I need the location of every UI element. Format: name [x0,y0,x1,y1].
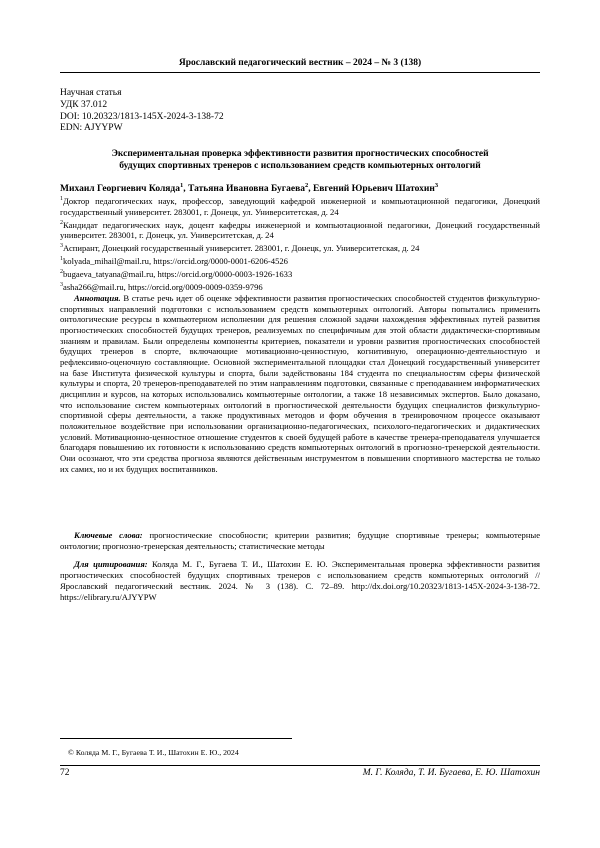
affil-mark: 2 [60,268,63,275]
contact-item [60,254,540,267]
abstract [60,293,540,474]
article-meta [60,88,224,135]
abstract-label: Аннотация. [74,293,121,303]
author-name: Татьяна Ивановна Бугаева [187,184,305,195]
author-name: Михаил Георгиевич Коляда [60,184,180,195]
author-affil-mark: 2 [304,182,309,189]
author-list [60,180,438,195]
contact-item [60,280,540,293]
affiliation-text: Кандидат педагогических наук, доцент кафедры инженерной и компьютационной педагогики, Донецкий государственный университет. 283001, г. Донецк, ул. Университетская, д. 24 [60,219,540,241]
affil-mark: 3 [60,243,63,250]
abstract-text: В статье речь идет об оценке эффективности развития прогностических способностей студентов физкультурно-спортивных направлений подготовки с использованием средств компьютерных онтологий. Авторы попытались применить онтологические ресурсы в компьютерном исполнении для решения сложной задачи нахождения эффективных путей развития прогностических способностей будущих тренеров, реализуемых по специфичным для этой области дидактически-спортивным знаниям и правилам. Были определены компоненты критериев, показатели и уровни развития прогностических способностей будущих тренеров в спорте, включающие мотивационно-ценностную, когнитивную, операционно-деятельностную и рефлексивно-оценочную составляющие. Основной экспериментальной площадки стал Донецкий государственный университет на базе Института физической культуры и спорта, были задействованы 184 студента по специальностям сферы физической культуры и спорта, 20 тренеров-преподавателей по этим направлениям подготовки, связанные с преподаванием информатических дисциплин и курсов, на которых использовались компьютерные онтологии, а также 18 независимых экспертов. Было доказано, что использование систем компьютерных онтологий в прогностической деятельности будущих специалистов физкультурно-спортивной сферы деятельности, а также продуктивных методов и форм обучения в тренировочном процессе оказывают положительное воздействие при использовании организационно-педагогических, психолого-педагогических и дидактических условий. Мотивационно-ценностное отношение студентов к своей будущей работе в качестве тренера-преподавателя улучшается благодаря повышению их готовности к использованию средств компьютерных онтологий в прогнозно-тренерской деятельности. Они осознают, что эти средства прогноза являются действенным инструментом в повышении спортивного мастерства не только их самих, но и их будущих воспитанников. [60,293,540,474]
keywords-label: Ключевые слова: [74,530,143,540]
keywords-text: прогностические способности; критерии развития; будущие спортивные тренеры; компьютерные онтологии; прогнозно-тренерская деятельность; статистические методы [60,530,541,551]
title-line: Экспериментальная проверка эффективности развития прогностических способностей [111,149,489,159]
citation-text: Коляда М. Г., Бугаева Т. И., Шатохин Е. Ю. Экспериментальная проверка эффективности развития прогностических способностей будущих спортивных тренеров с использованием средств компьютерных онтологий // Ярославский педагогический вестник. 2024. № 3 (138). С. 72–89. http://dx.doi.org/10.20323/1813-145X-2024-3-138-72. https://elibrary.ru/AJYYPW [60,559,541,602]
affil-mark: 1 [60,196,63,202]
journal-name: Ярославский педагогический вестник [178,58,344,68]
article-title [75,149,525,172]
author-name: Евгений Юрьевич Шатохин [312,184,435,195]
affiliations [60,194,540,292]
journal-issue: – 2024 – № 3 (138) [343,58,422,68]
udk-code: УДК 37.012 [60,99,108,110]
affil-mark: 3 [60,281,63,288]
running-authors: М. Г. Коляда, Т. И. Бугаева, Е. Ю. Шатохин [362,768,540,778]
affil-mark: 1 [60,256,63,263]
author-separator: , [308,184,313,195]
contact-item [60,267,540,280]
affiliation-item [60,194,540,218]
affiliation-item [60,241,540,254]
footer-rule [60,765,540,766]
header-rule [60,72,540,73]
citation [60,559,540,603]
running-header [60,58,540,68]
author-affil-mark: 1 [179,182,184,189]
author-separator: , [183,184,188,195]
title-line: будущих спортивных тренеров с использованием средств компьютерных онтологий [119,160,481,171]
article-type: Научная статья [60,88,122,98]
author-affil-mark: 3 [434,182,439,189]
contact-text: kolyada_mihail@mail.ru, https://orcid.org/0000-0001-6206-4526 [63,255,288,266]
keywords [60,530,540,552]
affiliation-text: Доктор педагогических наук, профессор, заведующий кафедрой инженерной и компьютационной педагогики, Донецкий государственный университет. 283001, г. Донецк, ул. Университетская, д. 24 [60,195,540,217]
affiliation-text: Аспирант, Донецкий государственный университет. 283001, г. Донецк, ул. Университетская, д. 24 [63,243,420,254]
affil-mark: 2 [60,219,63,226]
footnote-rule [60,738,292,739]
contact-text: asha266@mail.ru, https://orcid.org/0009-0009-0359-9796 [63,281,263,292]
affiliation-item [60,218,540,242]
edn: EDN: AJYYPW [60,123,123,134]
copyright-notice: © Коляда М. Г., Бугаева Т. И., Шатохин Е. Ю., 2024 [68,748,239,757]
contact-text: bugaeva_tatyana@mail.ru, https://orcid.org/0000-0003-1926-1633 [63,268,293,279]
page-number: 72 [60,768,70,778]
citation-label: Для цитирования: [74,559,148,569]
doi: DOI: 10.20323/1813-145X-2024-3-138-72 [60,111,224,122]
